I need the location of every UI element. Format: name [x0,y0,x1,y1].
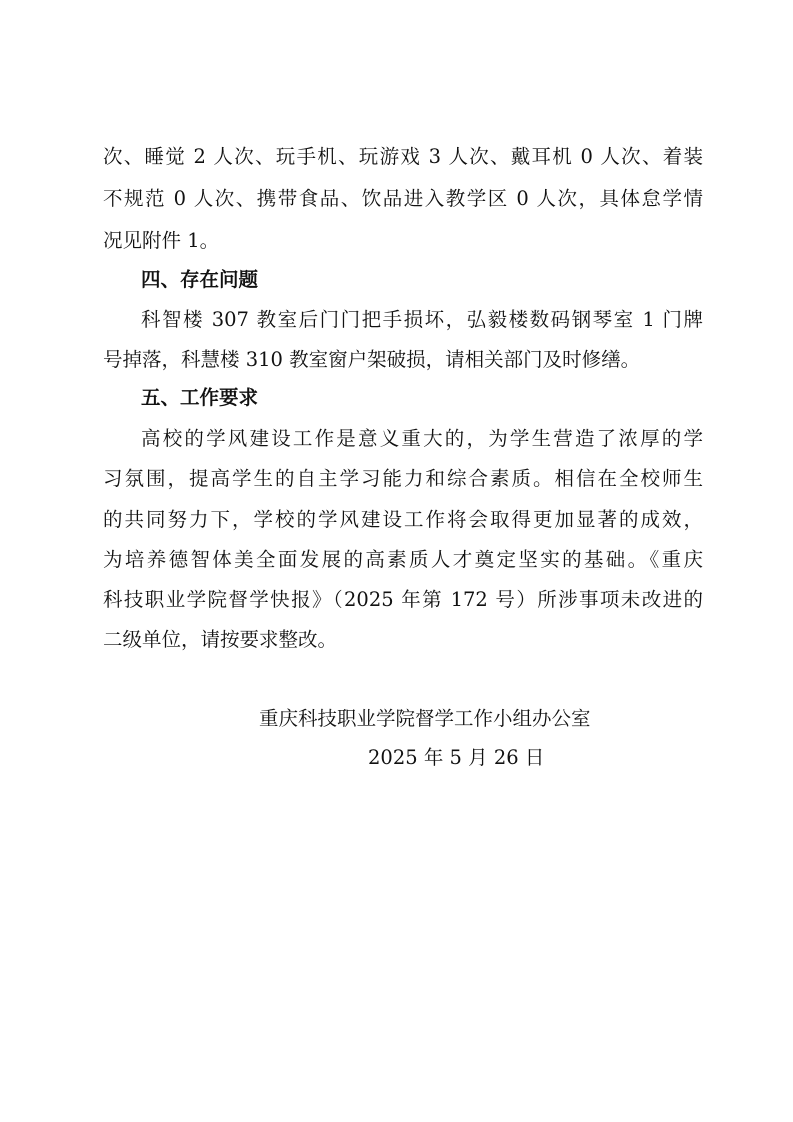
body-line: 号掉落，科慧楼 310 教室窗户架破损，请相关部门及时修缮。 [103,348,641,371]
body-line: 的共同努力下，学校的学风建设工作将会取得更加显著的成效， [103,508,703,531]
section-heading-4: 四、存在问题 [141,268,259,291]
body-line: 为培养德智体美全面发展的高素质人才奠定坚实的基础。《重庆 [103,548,703,571]
body-line: 科技职业学院督学快报》（2025 年第 172 号）所涉事项未改进的 [103,588,703,611]
signature-org: 重庆科技职业学院督学工作小组办公室 [259,707,591,730]
signature-date: 2025 年 5 月 26 日 [368,746,545,769]
body-line: 不规范 0 人次、携带食品、饮品进入教学区 0 人次，具体怠学情 [103,187,703,210]
body-line: 二级单位，请按要求整改。 [103,628,338,651]
body-line: 次、睡觉 2 人次、玩手机、玩游戏 3 人次、戴耳机 0 人次、着装 [103,145,703,168]
body-line: 况见附件 1。 [103,229,220,252]
body-line: 高校的学风建设工作是意义重大的，为学生营造了浓厚的学 [141,427,703,450]
body-line: 科智楼 307 教室后门门把手损坏，弘毅楼数码钢琴室 1 门牌 [141,308,703,331]
body-line: 习氛围，提高学生的自主学习能力和综合素质。相信在全校师生 [103,467,703,490]
section-heading-5: 五、工作要求 [141,386,259,409]
